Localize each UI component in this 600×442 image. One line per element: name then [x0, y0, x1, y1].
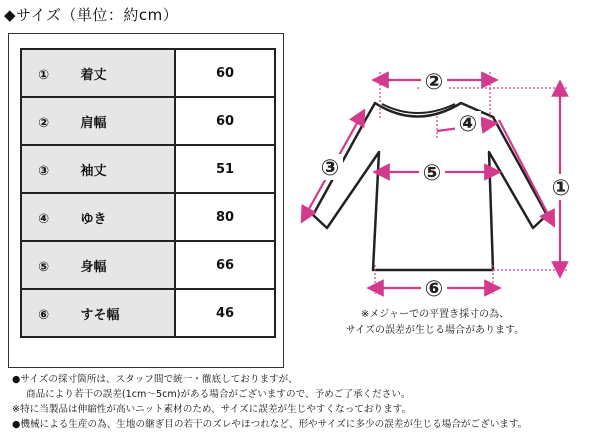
row-label-cell — [21, 145, 175, 193]
label-2: ② — [424, 70, 444, 95]
sweater-outline — [313, 103, 547, 270]
row-value: 80 — [175, 193, 275, 241]
size-table — [20, 48, 276, 338]
row-value: 60 — [175, 49, 275, 97]
footer-notes — [12, 372, 527, 432]
row-label-cell — [21, 97, 175, 145]
label-4: ④ — [458, 112, 478, 137]
table-row — [21, 289, 275, 337]
row-number: ④ — [38, 211, 50, 227]
row-value: 46 — [175, 289, 275, 337]
page-title: ◆サイズ（単位：約cm） — [4, 6, 179, 24]
row-label-cell — [21, 193, 175, 241]
row-value: 60 — [175, 97, 275, 145]
note-line-1: ※メジャーでの平置き採寸の為、 — [360, 309, 510, 320]
row-label-cell — [21, 289, 175, 337]
row-number: ⑥ — [38, 307, 50, 323]
table-row — [21, 193, 275, 241]
measurement-note — [320, 307, 550, 339]
table-row — [21, 97, 275, 145]
row-label-cell — [21, 49, 175, 97]
label-3: ③ — [320, 156, 340, 181]
table-row — [21, 145, 275, 193]
row-number: ⑤ — [38, 259, 50, 275]
row-label-cell — [21, 241, 175, 289]
row-value: 66 — [175, 241, 275, 289]
label-5: ⑤ — [422, 161, 442, 186]
table-row — [21, 49, 275, 97]
row-label: ゆき — [80, 211, 107, 227]
row-label: 肩幅 — [80, 115, 107, 131]
row-label: 着丈 — [80, 67, 107, 83]
footer-line-4: ●機械による生産の為、生地の継ぎ目の若干のズレやほつれなど、形やサイズに多少の誤差が生じる場合がございます。 — [12, 419, 528, 430]
row-label: 袖丈 — [80, 163, 107, 179]
row-label: すそ幅 — [80, 307, 120, 323]
label-1: ① — [551, 176, 571, 201]
footer-line-1: ●サイズの採寸箇所は、スタッフ間で統一・徹底しておりますが、 — [12, 374, 298, 385]
row-number: ① — [38, 67, 50, 83]
garment-diagram — [285, 60, 585, 300]
row-value: 51 — [175, 145, 275, 193]
footer-line-2: 商品により若干の誤差(1cm〜5cm)がある場合がございますので、予めご了承ください。 — [26, 389, 411, 400]
note-line-2: サイズの誤差が生じる場合があります。 — [345, 325, 525, 336]
footer-line-3: ※特に当製品は伸縮性が高いニット素材のため、サイズに誤差が生じやすくなっております。 — [12, 404, 412, 415]
row-label: 身幅 — [80, 259, 107, 275]
row-number: ③ — [38, 163, 50, 179]
table-row — [21, 241, 275, 289]
label-6: ⑥ — [424, 277, 444, 300]
row-number: ② — [38, 115, 50, 131]
